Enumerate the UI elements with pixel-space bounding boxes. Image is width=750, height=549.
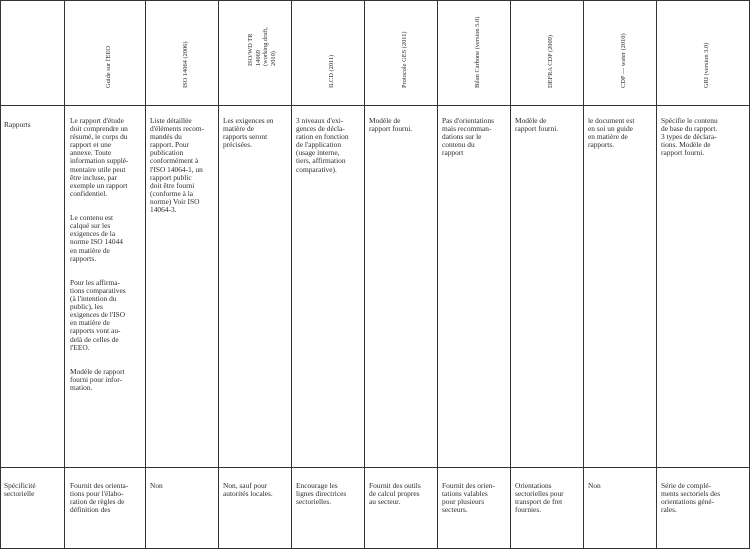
table-cell: Non, sauf pour autorités locales. [223,482,273,499]
row-divider [0,467,750,468]
column-header [584,2,656,102]
column-header [657,2,749,102]
column-header [511,2,583,102]
column-header-label: Protocole GES (2011) [401,31,408,89]
table-cell: Fournit des outils de calcul propres au secteur. [369,482,421,507]
table-cell: Orientations sectorielles pour transport de fret fournies. [515,482,564,515]
table-cell: Les exigences en matière de rapports seront précisées. [223,117,274,150]
column-header-label: ISO 14064 (2006) [182,41,189,89]
table-cell: Non [588,482,601,490]
column-header-label: Guide sur l'EEO [105,46,112,89]
table-border-top [0,0,750,1]
column-header-label: CDP — water (2010) [620,33,627,89]
table-cell: Le rapport d'étude doit comprendre un résumé, le corps du rapport et une annexe. Toute information supplé- mentaire utile peut être incluse, par exemple un rapport confidentiel. Le contenu est calqué sur les exigences de la norme ISO 14044 en matière de rapports. Pour les affirma- tions comparatives (à l'intention du public), les exigences de l'ISO en matière de rapports vont au- delà de celles de l'EEO. Modèle de rapport fourni pour infor- mation. [70,117,129,393]
column-header [438,2,510,102]
column-header-label: ILCD (2011) [328,55,335,89]
table-cell: Fournit des orienta- tions pour l'élabo- ration de règles de définition des [70,482,129,515]
column-header [365,2,437,102]
column-header-label: DEFRA CDP (2009) [547,35,554,89]
table-cell: Non [150,482,163,490]
table-cell: Série de complé- ments sectoriels des orientations géné- rales. [661,482,721,515]
table-cell: 3 niveaux d'exi- gences de décla- ration en fonction de l'application (usage interne, tiers, affirmation comparative). [296,117,349,174]
table-cell: Pas d'orientations mais recomman- dations sur le contenu du rapport [442,117,495,158]
table-cell: le document est en soi un guide en matière de rapports. [588,117,635,150]
table-cell: Modèle de rapport fourni. [369,117,413,134]
header-row-divider [0,105,750,106]
table-cell: Modèle de rapport fourni. [515,117,559,134]
column-header [65,2,145,102]
column-header [292,2,364,102]
row-label: Rapports [4,121,31,129]
table-cell: Fournit des orien- tations valables pour plusieurs secteurs. [442,482,495,515]
column-header [146,2,218,102]
table-cell: Liste détaillée d'éléments recom- mandés du rapport. Pour publication conformément à l'ISO 14064-1, un rapport public doit être fourni (conforme à la norme) Voir ISO 14064-3. [150,117,205,215]
table-cell: Spécifie le contenu de base du rapport. 3 types de déclara- tions. Modèle de rapport fourni. [661,117,718,158]
column-header-label: Bilan Carbone (version 5.0) [474,17,481,89]
column-header [219,2,291,102]
row-label: Spécificité sectorielle [4,482,36,499]
column-header-label: ISO/WD TR 14069 (working draft, 2010) [247,26,277,66]
table-cell: Encourage les lignes directrices sectorielles. [296,482,347,507]
column-header-label: GRI (version 3.0) [703,43,710,89]
